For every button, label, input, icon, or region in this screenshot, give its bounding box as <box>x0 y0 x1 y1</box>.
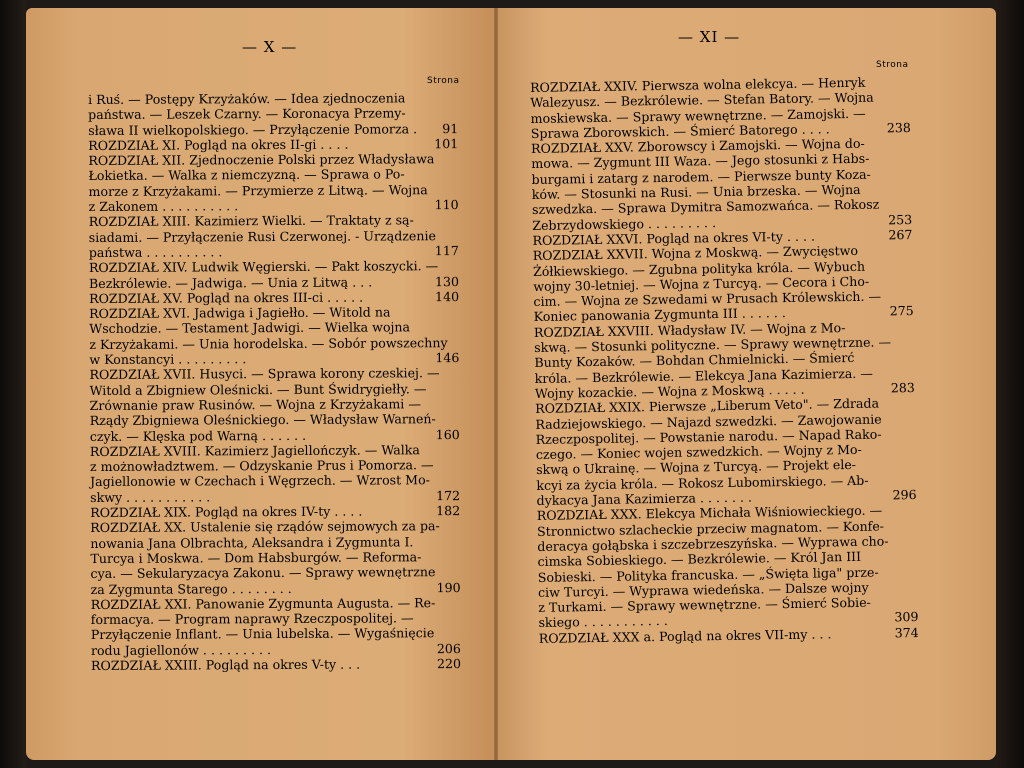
toc-line-text: w Konstancyi . . . . . . . . . <box>89 351 247 368</box>
toc-line-text: ROZDZIAŁ XVII. Husyci. — Sprawa korony czeskiej. — <box>89 365 440 383</box>
toc-line-text: ROZDZIAŁ XXX. Elekcya Michała Wiśniowieckiego. — <box>536 502 883 524</box>
toc-line-text: moskiewska. — Sprawy wewnętrzne. — Zamojski. — <box>530 105 866 126</box>
toc-line-text: Zrównanie praw Rusinów. — Wojna z Krzyżakami — <box>89 396 421 413</box>
toc-page-number: 140 <box>434 288 460 305</box>
toc-line-text: szwedzka. — Sprawa Dymitra Samozwańca. — Rokosz <box>531 196 880 218</box>
toc-line <box>91 656 461 673</box>
toc-line-text: ROZDZIAŁ XXI. Panowanie Zygmunta Augusta. — Re- <box>90 594 436 612</box>
toc-line-text: Witold a Zbigniew Oleśnicki. — Bunt Świdrygiełły. — <box>89 380 427 398</box>
toc-page-number: 253 <box>888 211 913 228</box>
toc-page-number: 275 <box>889 303 914 319</box>
toc-line-text: ROZDZIAŁ XVIII. Kazimierz Jagiellończyk. — Walka <box>89 442 420 459</box>
toc-line-text: deracya gołąbska i szczebrzeszyńska. — Wyprawa cho- <box>537 533 889 554</box>
toc-line-text: ROZDZIAŁ XXIX. Pierwsze „Liberum Veto". — Zdrada <box>535 395 880 417</box>
toc-page-number: 130 <box>434 273 460 289</box>
toc-page-number: 283 <box>890 379 915 396</box>
toc-line-text: za Zygmunta Starego . . . . . . . . <box>90 580 292 597</box>
toc-line-text: Sprawa Zborowskich. — Śmierć Batorego . . . . <box>530 121 830 141</box>
toc-line-text: cimska Sobieskiego. — Bezkrólewie. — Król Jan III <box>537 549 862 570</box>
toc-line-text: rodu Jagiellonów . . . . . . . . . <box>90 641 272 658</box>
toc-line-text: ROZDZIAŁ XXIV. Pierwsza wolna elekcya. — Henryk <box>530 74 866 95</box>
toc-line-text: Jagiellonowie w Czechach i Węgrzech. — Wzrost Mo- <box>90 472 430 490</box>
toc-line-text: Radziejowskiego. — Najazd szwedzki. — Zawojowanie <box>535 411 882 432</box>
toc-page-number: 117 <box>434 243 459 259</box>
toc-line-text: ROZDZIAŁ XIII. Kazimierz Wielki. — Traktaty z są- <box>88 212 414 230</box>
toc-line-text: Rządy Zbigniewa Oleśnickiego. — Władysław Warneń- <box>89 411 436 429</box>
toc-line-text: Łokietka. — Walka z niemczyzną. — Sprawa o Po- <box>88 166 405 184</box>
toc-page-number: 206 <box>436 640 461 656</box>
toc-line-text: czego. — Koniec wojen szwedzkich. — Wojny z Mo- <box>535 441 862 463</box>
toc-line-text: formacya. — Program naprawy Rzeczpospolitej. — <box>90 610 414 628</box>
toc-page-number: 110 <box>434 197 459 213</box>
toc-line-text: ROZDZIAŁ XXX a. Pogląd na okres VII-my . . . <box>538 626 832 646</box>
right-table-of-contents <box>530 74 919 646</box>
toc-line-text: z możnowładztwem. — Odzyskanie Prus i Pomorza. — <box>89 457 434 475</box>
toc-line-text: mowa. — Zygmunt III Waza. — Jego stosunki z Habs- <box>531 151 870 172</box>
toc-line-text: z Turkami. — Sprawy wewnętrzne. — Śmierć Sobie- <box>538 594 871 616</box>
toc-line-text: skwą o Ukrainę. — Wojna z Turcyą. — Projekt ele- <box>536 457 857 478</box>
toc-line-text: ROZDZIAŁ XXVII. Wojna z Moskwą. — Zwycięstwo <box>532 243 859 264</box>
right-page-column-label: Strona <box>876 60 909 70</box>
toc-line-text: ROZDZIAŁ XVI. Jadwiga i Jagiełło. — Witold na <box>89 304 391 322</box>
toc-line-text: z Krzyżakami. — Unia horodelska. — Sobór powszechny <box>89 334 448 352</box>
toc-line-text: Wojny kozackie. — Wojna z Moskwą . . . . . <box>534 381 805 401</box>
toc-line-text: ROZDZIAŁ XIX. Pogląd na okres IV-ty . . . . <box>90 503 363 521</box>
book-cover-left-edge <box>0 0 26 768</box>
book-cover-right-edge <box>996 0 1024 768</box>
toc-page-number: 101 <box>434 135 459 152</box>
toc-line-text: ROZDZIAŁ XV. Pogląd na okres III-ci . . . . . <box>89 289 364 306</box>
toc-page-number: 160 <box>435 426 460 442</box>
toc-line-text: króla. — Bezkrólewie. — Elekcya Jana Kazimierza. — <box>534 365 873 386</box>
toc-line-text: ROZDZIAŁ XXVIII. Władysław IV. — Wojna z Mo- <box>533 319 846 340</box>
toc-line-text: Turcya i Moskwa. — Dom Habsburgów. — Reforma- <box>90 549 422 566</box>
toc-line-text: siadami. — Przyłączenie Rusi Czerwonej. - Urządzenie <box>88 227 436 245</box>
toc-line-text: cya. — Sekularyzacya Zakonu. — Sprawy wewnętrzne <box>90 564 436 582</box>
toc-page-number: 182 <box>436 503 461 519</box>
toc-page-number: 267 <box>888 226 913 243</box>
toc-line-text: z Zakonem . . . . . . . . . . <box>88 198 239 215</box>
toc-line-text: Walezyusz. — Bezkrólewie. — Stefan Batory. — Wojna <box>530 89 874 111</box>
toc-line-text: ROZDZIAŁ XII. Zjednoczenie Polski przez Władysława <box>88 151 435 169</box>
toc-line-text: ROZDZIAŁ XIV. Ludwik Węgierski. — Pakt koszycki. — <box>88 258 439 276</box>
toc-line-text: ROZDZIAŁ XX. Ustalenie się rządów sejmowych za pa- <box>90 518 440 536</box>
toc-line-text: ciw Turcyi. — Wyprawa wiedeńska. — Dalsze wojny <box>537 579 869 600</box>
toc-page-number: 220 <box>436 656 462 672</box>
toc-page-number: 190 <box>436 579 461 595</box>
toc-line-text: Stronnictwo szlacheckie przeciw magnatom. — Konfe- <box>536 518 885 539</box>
toc-line-text: burgami i zatarg z narodem. — Pierwsze bunty Koza- <box>531 166 871 187</box>
toc-line-text: skwy . . . . . . . . . . . <box>90 489 211 505</box>
toc-line-text: i Ruś. — Postępy Krzyżaków. — Idea zjednoczenia <box>88 90 406 107</box>
left-table-of-contents <box>88 90 461 673</box>
left-page-column-label: Strona <box>427 76 460 86</box>
toc-page-number: 91 <box>442 120 459 136</box>
toc-line-text: Żółkiewskiego. — Zgubna polityka króla. — Wybuch <box>532 258 866 279</box>
toc-line-text: Bunty Kozaków. — Bohdan Chmielnicki. — Śmierć <box>534 350 855 371</box>
toc-page-number: 238 <box>886 119 911 136</box>
toc-line-text: Koniec panowania Zygmunta III . . . . . . <box>533 305 786 325</box>
toc-page-number: 374 <box>894 624 919 641</box>
book-spine <box>494 8 498 760</box>
toc-line-text: Bezkrólewie. — Jadwiga. — Unia z Litwą . . . <box>88 274 373 291</box>
toc-line-text: ków. — Stosunki na Rusi. — Unia brzeska. — Wojna <box>531 181 861 203</box>
toc-page-number: 296 <box>892 486 917 503</box>
toc-line-text: skiego . . . . . . . . . . . <box>538 613 668 631</box>
toc-line-text: państwa . . . . . . . . . . <box>88 244 223 260</box>
toc-line-text: czyk. — Klęska pod Warną . . . . . . <box>89 427 307 444</box>
toc-page-number: 309 <box>894 609 919 625</box>
toc-line-text: Zebrzydowskiego . . . . . . . . . <box>532 214 717 233</box>
toc-line-text: morze z Krzyżakami. — Przymierze z Litwą. — Wojna <box>88 182 428 199</box>
toc-line-text: sława II wielkopolskiego. — Przyłączenie Pomorza . <box>88 120 418 138</box>
toc-line-text: państwa. — Leszek Czarny. — Koronacya Przemy- <box>88 105 406 123</box>
toc-line-text: Sobieski. — Polityka francuska. — „Święta liga" prze- <box>537 564 879 585</box>
toc-line-text: ROZDZIAŁ XXV. Zborowscy i Zamojski. — Wojna do- <box>530 135 865 157</box>
toc-line-text: Rzeczpospolitej. — Powstanie narodu. — Napad Rako- <box>535 426 882 447</box>
right-page-folio: — XI — <box>678 28 741 46</box>
toc-page-number: 172 <box>436 487 461 503</box>
toc-line-text: Przyłączenie Inflant. — Unia lubelska. — Wygaśnięcie <box>90 625 435 643</box>
toc-line-text: skwą. — Stosunki polityczne. — Sprawy wewnętrzne. — <box>534 334 892 356</box>
toc-line-text: Wschodzie. — Testament Jadwigi. — Wielka wojna <box>89 319 411 337</box>
toc-line-text: ROZDZIAŁ XI. Pogląd na okres II-gi . . . . <box>88 136 349 153</box>
toc-line-text: ROZDZIAŁ XXIII. Pogląd na okres V-ty . . . <box>90 656 361 673</box>
toc-line-text: cim. — Wojna ze Szwedami w Prusach Królewskich. — <box>533 288 882 310</box>
toc-line-text: wojny 30-letniej. — Wojna z Turcyą. — Cecora i Cho- <box>533 273 870 294</box>
toc-line-text: dykacya Jana Kazimierza . . . . . . . <box>536 489 753 508</box>
left-page-folio: — X — <box>242 38 298 56</box>
toc-line-text: nowania Jana Olbrachta, Aleksandra i Zygmunta I. <box>90 533 414 551</box>
toc-page-number: 146 <box>435 350 460 366</box>
toc-line-text: ROZDZIAŁ XXVI. Pogląd na okres VI-ty . . . . <box>532 228 816 248</box>
toc-line-text: kcyi za życia króla. — Rokosz Lubomirskiego. — Ab- <box>536 472 869 493</box>
